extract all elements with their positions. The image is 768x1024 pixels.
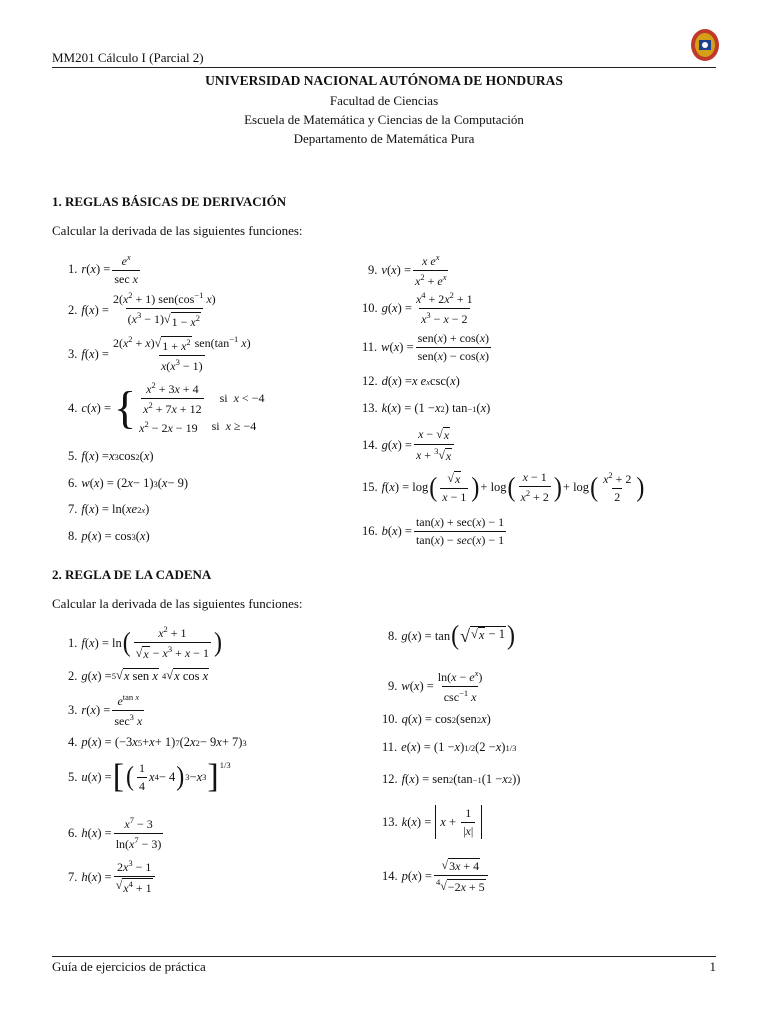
exercise-1-14: 14. g ( x ) = x − √ x x + $^3$ √ x (362, 427, 456, 464)
exercise-2-2: 2. g ( x ) = 5 √ x sen x 4 √ x cos x (68, 668, 209, 683)
exercise-1-10: 10. g ( x ) = $\frac{x^4 + 2x^2 + 1}{x^3 - x - 2}$ (362, 290, 473, 326)
exercise-1-6: 6. w ( x ) = (2 x − 1) 3 ( x − 9) (68, 476, 189, 490)
university-seal-icon (690, 28, 720, 62)
header-rule (52, 67, 716, 68)
course-header: MM201 Cálculo I (Parcial 2) (52, 50, 204, 65)
exercise-1-8: 8. p ( x ) = cos 3 ( x ) (68, 529, 150, 543)
faculty-name: Facultad de Ciencias (329, 93, 439, 108)
exercise-1-16: 16. b ( x ) = $\frac{\tan(x) + \sec(x) - 1}{\tan(x) - \sec(x) - 1}$ (362, 515, 505, 547)
exercise-2-14: 14. p ( x ) = √ 3x + 4 $^4$ √ −2x + 5 (382, 858, 490, 895)
section-1-intro: Calcular la derivada de las siguientes funciones: (52, 223, 303, 238)
exercise-2-5: 5. u ( x ) = [ ( $\frac{1}{4}$ x 4 − 4 ) 3 − x 3 ] $^{1/3}$ (68, 758, 231, 795)
exercise-1-1: 1. r ( x ) = $\frac{e^x}{\text{sec x}}$ (68, 252, 138, 286)
exercise-2-3: 3. r ( x ) = $\frac{e^{tan x}}{\sec^3 x}$ (68, 692, 143, 728)
section-2-intro: Calcular la derivada de las siguientes funciones: (52, 596, 303, 611)
section-2-title: 2. REGLA DE LA CADENA (52, 567, 212, 582)
exercise-2-10: 10. q ( x ) = cos 2 (sen 2 x ) (382, 712, 491, 726)
exercise-2-6: 6. h ( x ) = $\frac{x^7 - 3}{\ln(x^7 - 3)}$ (68, 815, 162, 851)
exercise-2-11: 11. e ( x ) = (1 − x ) 1/2 (2 − x ) 1/3 (382, 740, 517, 754)
exercise-2-1: 1. f ( x ) = ln ( $x^2 + 1$ √ x − $x^3 + x - 1$ ) (68, 624, 222, 661)
exercise-1-3: 3. f ( x ) = $2(x^2 + x)$ √ $1 + x^2$ $sen(\tan^{-1}$ x) $x(x^3 - 1)$ (68, 334, 251, 373)
exercise-1-9: 9. v ( x ) = $\frac{x e^x}{x^2 + e^x}$ (368, 252, 447, 288)
exercise-2-9: 9. w ( x ) = $\frac{\ln(x - e^x)}{\csc^{-1} x}$ (388, 668, 483, 704)
section-1-title: 1. REGLAS BÁSICAS DE DERIVACIÓN (52, 194, 287, 209)
exercise-1-13: 13. k ( x ) = (1 − x 2 ) tan −1 ( x ) (362, 401, 491, 415)
exercise-1-11: 11. w ( x ) = $\frac{\text{sen(x) + cos(x)}}{\text{sen(x) − cos(x)}}$ (362, 331, 490, 363)
exercise-1-12: 12. d ( x ) = x e x csc( x ) (362, 374, 460, 388)
exercise-1-15: 15. f ( x ) = log ( √ x x − 1 ) + log ( $\frac{x - 1}{x^2 + 2}$ ) + log ( $\frac{x^2 + 2}{2}$ ) (362, 470, 645, 504)
exercise-2-8: 8. g ( x ) = tan ( √ √ x − 1 ) (388, 621, 515, 651)
exercise-1-4: 4. c ( x ) = { $\frac{x^2 + 3x + 4}{x^2 + 7x + 12}$ si x < −4 $x^2 - 2x - 19$ si x ≥ −4 (68, 380, 265, 435)
university-name: UNIVERSIDAD NACIONAL AUTÓNOMA DE HONDURAS (205, 73, 563, 88)
exercise-2-4: 4. p ( x ) = (−3 x 5 + x + 1) 7 (2 x 2 − 9 x + 7) 3 (68, 735, 247, 749)
footer-label: Guía de ejercicios de práctica (52, 959, 206, 974)
page-number: 1 (709, 959, 716, 974)
school-name: Escuela de Matemática y Ciencias de la Computación (244, 112, 524, 127)
exercise-1-5: 5. f ( x ) = x 3 cos 2 ( x ) (68, 449, 154, 463)
exercise-2-12: 12. f ( x ) = sen 2 (tan −1 (1 − x 2 )) (382, 772, 521, 786)
exercise-1-2: 2. f ( x ) = $2(x^2 + 1)$ $sen(\cos^{-1}$ x) $(x^3 - 1)$ √ $1 - x^2$ (68, 290, 216, 329)
exercise-1-7: 7. f ( x ) = ln( xe 2x ) (68, 502, 150, 516)
exercise-2-13: 13. k ( x ) = x + $\frac{1}{|x|}$ (382, 805, 486, 839)
exercise-2-7: 7. h ( x ) = $2x^3 - 1$ √ $x^4 + 1$ (68, 858, 157, 896)
footer-rule (52, 956, 716, 957)
department-name: Departamento de Matemática Pura (293, 131, 475, 146)
